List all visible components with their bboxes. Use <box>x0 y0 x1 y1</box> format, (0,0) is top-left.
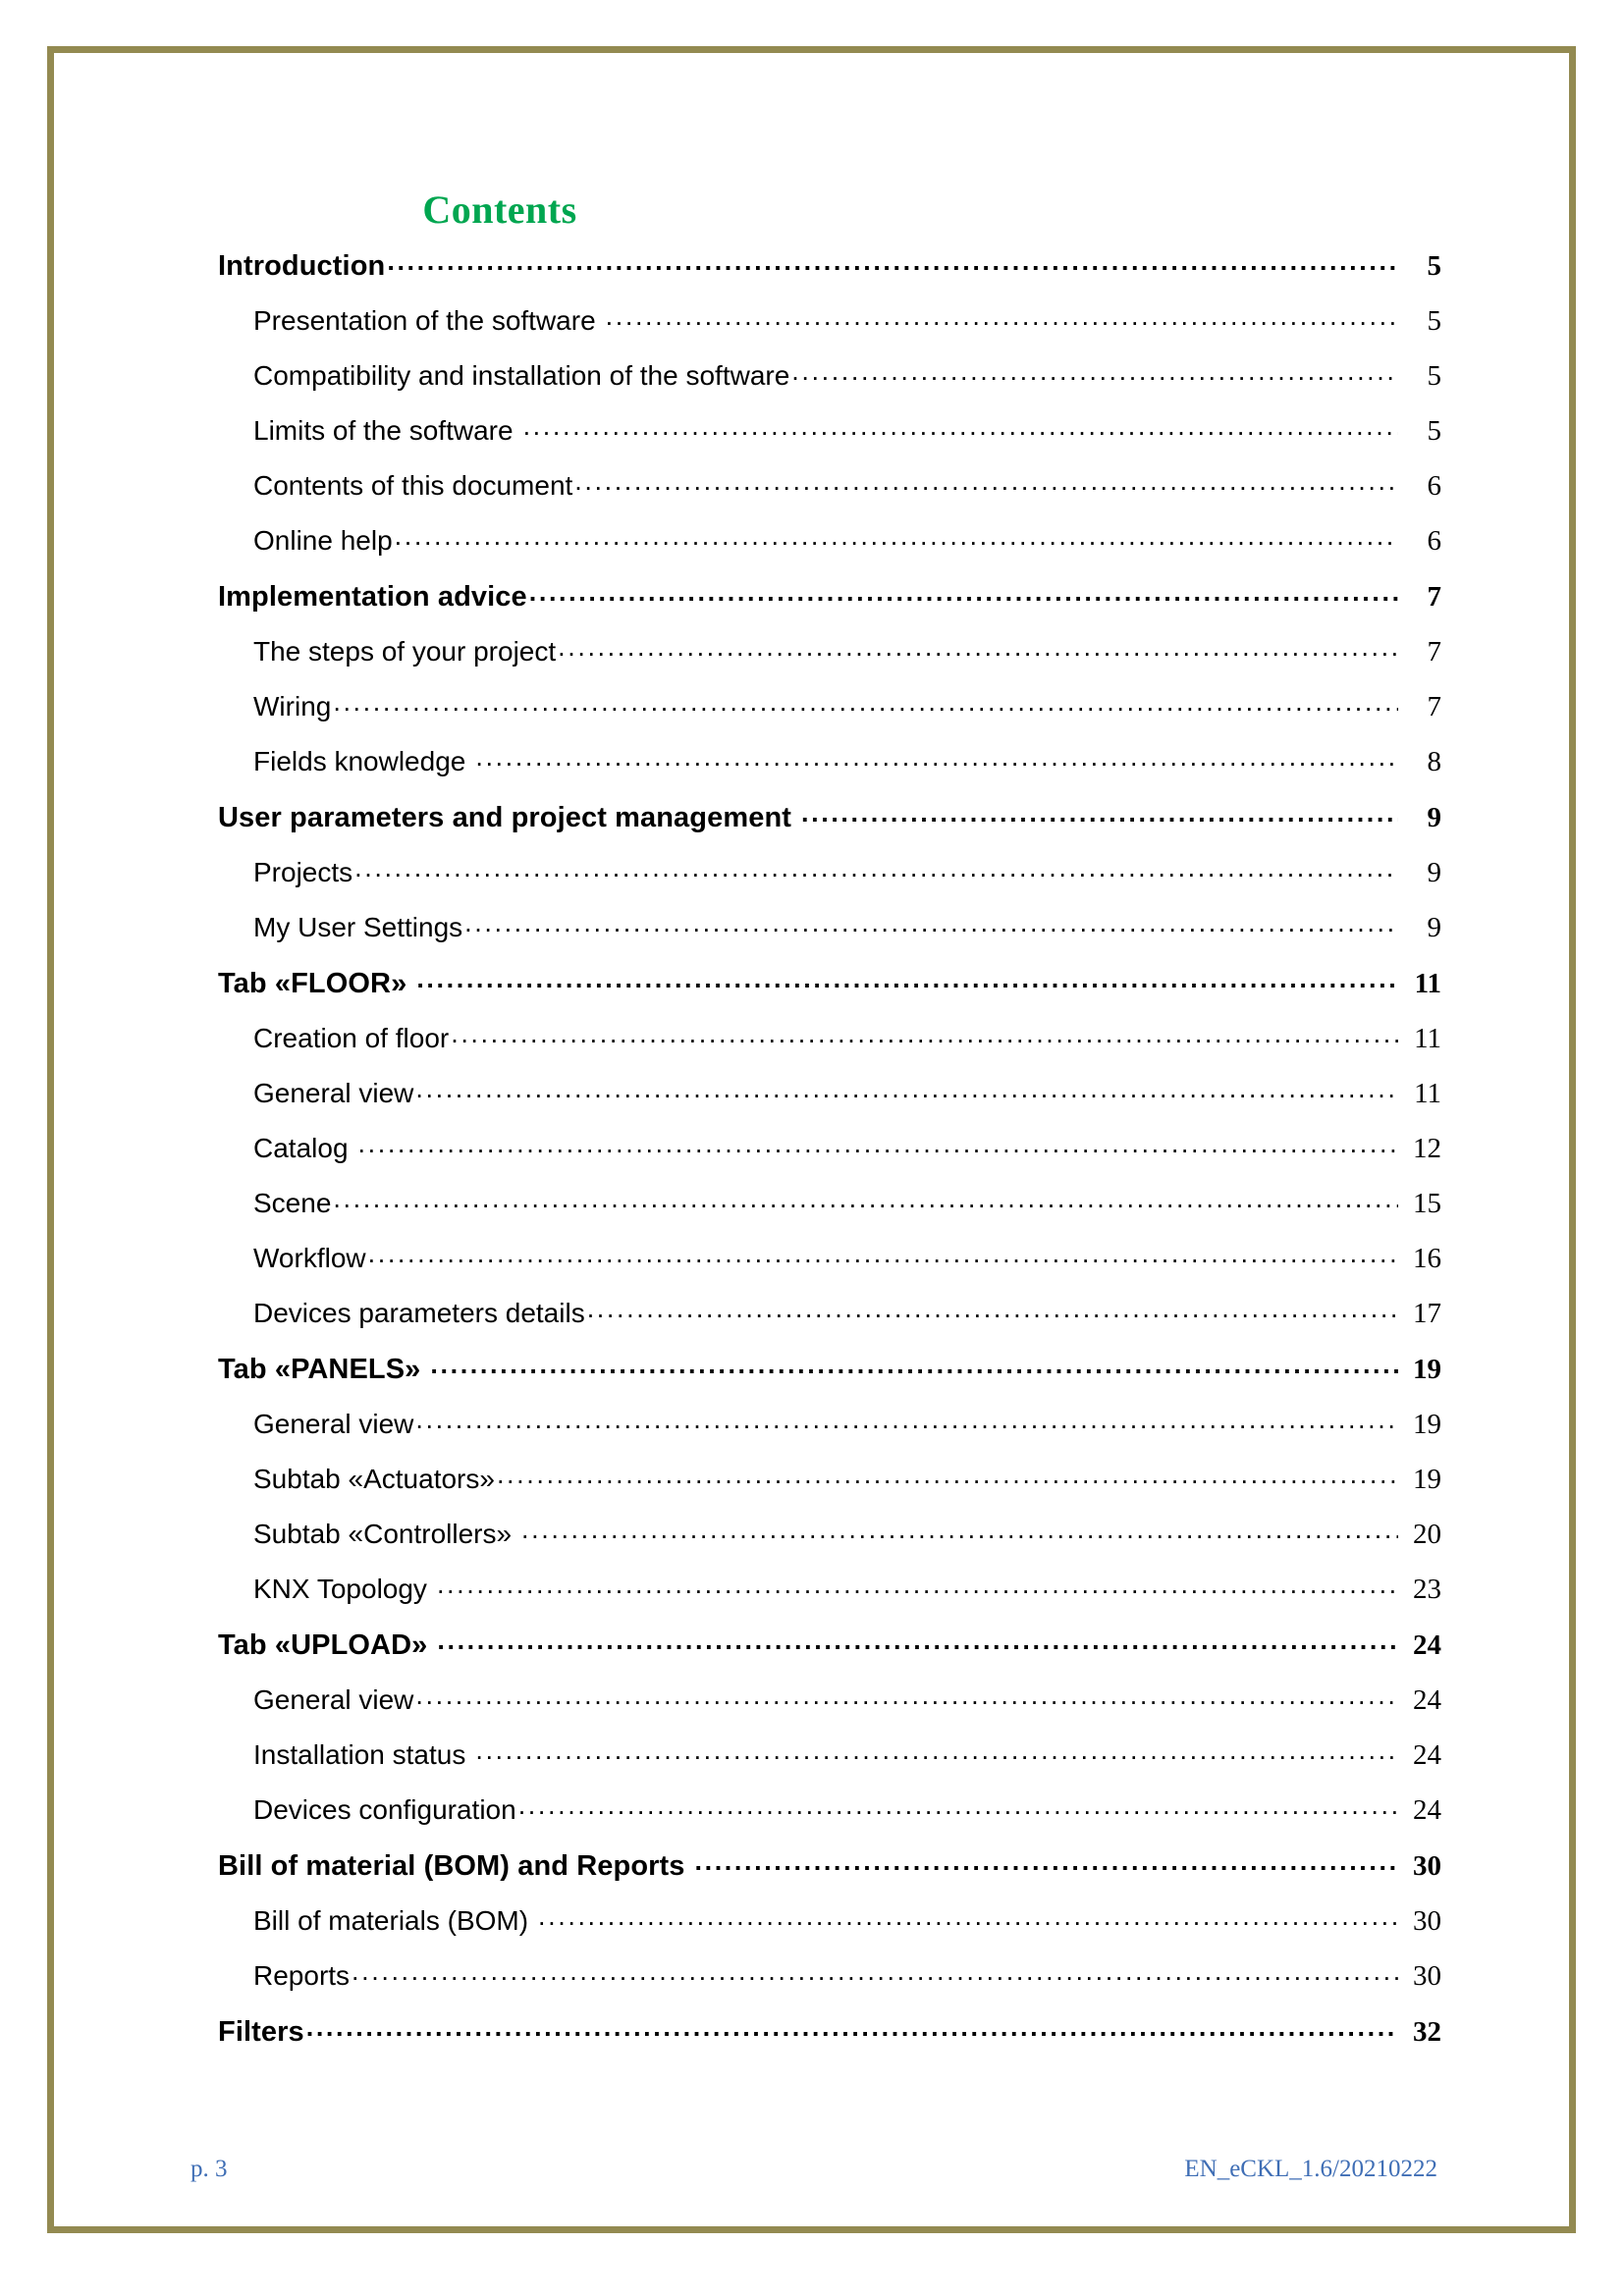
toc-dot-leader <box>606 302 1398 330</box>
toc-entry-page-number: 15 <box>1413 1188 1441 1219</box>
toc-entry-page-number: 30 <box>1413 1960 1441 1992</box>
toc-entry-label: General view <box>253 1409 414 1439</box>
toc-dot-leader <box>558 633 1398 661</box>
toc-entry-page-number: 7 <box>1427 581 1441 613</box>
toc-entry-label: Tab «FLOOR» <box>218 968 407 999</box>
toc-dot-leader <box>695 1846 1399 1875</box>
toc-dot-leader <box>518 1791 1398 1819</box>
toc-entry[interactable] <box>253 412 1441 448</box>
toc-entry-label: Devices parameters details <box>253 1298 585 1328</box>
toc-entry[interactable] <box>253 909 1441 944</box>
toc-entry-label: Catalog <box>253 1133 349 1163</box>
toc-entry[interactable] <box>218 1626 1441 1662</box>
toc-entry[interactable] <box>218 798 1441 834</box>
toc-entry-label: KNX Topology <box>253 1574 427 1604</box>
toc-entry-label: General view <box>253 1684 414 1715</box>
toc-dot-leader <box>437 1626 1398 1654</box>
toc-dot-leader <box>333 688 1398 716</box>
toc-entry-label: Introduction <box>218 250 386 282</box>
toc-entry-label: The steps of your project <box>253 636 557 667</box>
toc-entry[interactable] <box>218 964 1441 1000</box>
toc-dot-leader <box>430 1350 1398 1378</box>
toc-dot-leader <box>333 1185 1398 1212</box>
toc-entry[interactable] <box>253 1075 1441 1110</box>
toc-entry-page-number: 24 <box>1413 1629 1441 1661</box>
toc-dot-leader <box>368 1240 1398 1267</box>
toc-entry-label: Implementation advice <box>218 581 527 613</box>
toc-entry[interactable] <box>253 1020 1441 1055</box>
toc-entry[interactable] <box>253 743 1441 778</box>
toc-dot-leader <box>451 1020 1398 1047</box>
toc-entry[interactable] <box>253 1571 1441 1606</box>
toc-dot-leader <box>387 246 1398 275</box>
toc-entry-label: Fields knowledge <box>253 746 466 776</box>
toc-dot-leader <box>306 2012 1398 2041</box>
toc-entry-label: Subtab «Controllers» <box>253 1519 513 1549</box>
toc-entry[interactable] <box>218 2012 1441 2049</box>
toc-dot-leader <box>464 909 1398 936</box>
toc-entry[interactable] <box>253 688 1441 723</box>
toc-entry-label: Workflow <box>253 1243 366 1273</box>
toc-entry-page-number: 19 <box>1413 1409 1441 1440</box>
toc-entry-page-number: 5 <box>1427 305 1441 337</box>
toc-entry[interactable] <box>253 1240 1441 1275</box>
toc-dot-leader <box>354 854 1398 881</box>
toc-dot-leader <box>415 1406 1398 1433</box>
footer-document-reference: EN_eCKL_1.6/20210222 <box>1184 2156 1437 2182</box>
toc-entry-page-number: 7 <box>1427 636 1441 667</box>
toc-entry-page-number: 5 <box>1427 250 1441 282</box>
toc-entry-page-number: 19 <box>1413 1354 1441 1385</box>
toc-entry-label: Wiring <box>253 691 332 721</box>
footer-page-number: p. 3 <box>190 2156 228 2182</box>
toc-entry[interactable] <box>253 1902 1441 1938</box>
toc-entry-page-number: 9 <box>1427 802 1441 833</box>
toc-entry[interactable] <box>253 633 1441 668</box>
toc-dot-leader <box>791 357 1398 385</box>
toc-entry-page-number: 11 <box>1414 968 1441 999</box>
toc-entry[interactable] <box>253 854 1441 889</box>
toc-dot-leader <box>416 964 1398 992</box>
toc-entry-page-number: 11 <box>1414 1023 1441 1054</box>
toc-entry-page-number: 16 <box>1413 1243 1441 1274</box>
toc-entry-page-number: 24 <box>1413 1739 1441 1771</box>
toc-entry[interactable] <box>218 577 1441 614</box>
toc-dot-leader <box>395 522 1398 550</box>
toc-dot-leader <box>475 1736 1398 1764</box>
toc-entry-page-number: 32 <box>1413 2016 1441 2048</box>
toc-dot-leader <box>415 1682 1398 1709</box>
toc-entry-page-number: 20 <box>1413 1519 1441 1550</box>
toc-entry-page-number: 12 <box>1413 1133 1441 1164</box>
toc-entry-page-number: 11 <box>1414 1078 1441 1109</box>
toc-entry-label: Projects <box>253 857 353 887</box>
toc-entry-label: Tab «UPLOAD» <box>218 1629 428 1661</box>
toc-entry-label: Reports <box>253 1960 351 1991</box>
toc-entry[interactable] <box>218 246 1441 283</box>
toc-entry-label: Filters <box>218 2016 304 2048</box>
toc-entry-label: General view <box>253 1078 414 1108</box>
toc-entry-page-number: 8 <box>1427 746 1441 777</box>
toc-dot-leader <box>358 1130 1398 1157</box>
toc-entry[interactable] <box>218 1846 1441 1883</box>
toc-entry[interactable] <box>253 1295 1441 1330</box>
toc-entry-label: Scene <box>253 1188 332 1218</box>
toc-entry[interactable] <box>253 1461 1441 1496</box>
toc-entry-label: Contents of this document <box>253 470 573 501</box>
toc-entry[interactable] <box>253 1791 1441 1827</box>
toc-entry[interactable] <box>253 357 1441 393</box>
toc-entry-label: Bill of material (BOM) and Reports <box>218 1850 685 1882</box>
toc-entry-label: Installation status <box>253 1739 466 1770</box>
toc-dot-leader <box>352 1957 1398 1985</box>
toc-entry-page-number: 24 <box>1413 1684 1441 1716</box>
toc-entry-page-number: 30 <box>1413 1905 1441 1937</box>
toc-entry[interactable] <box>253 1516 1441 1551</box>
toc-entry-page-number: 23 <box>1413 1574 1441 1605</box>
toc-entry-label: Bill of materials (BOM) <box>253 1905 529 1936</box>
toc-entry[interactable] <box>253 1130 1441 1165</box>
table-of-contents <box>218 187 1441 2052</box>
toc-dot-leader <box>521 1516 1398 1543</box>
toc-dot-leader <box>801 798 1398 827</box>
toc-entry-label: Limits of the software <box>253 415 514 446</box>
toc-entry-page-number: 9 <box>1427 912 1441 943</box>
toc-entry-page-number: 7 <box>1427 691 1441 722</box>
toc-entry-page-number: 24 <box>1413 1794 1441 1826</box>
toc-entry[interactable] <box>253 467 1441 503</box>
page-footer <box>0 2156 1624 2205</box>
toc-entry-list <box>218 246 1441 2049</box>
toc-entry[interactable] <box>253 1682 1441 1717</box>
toc-entry-page-number: 6 <box>1427 525 1441 557</box>
toc-entry[interactable] <box>253 302 1441 338</box>
toc-dot-leader <box>574 467 1398 495</box>
toc-entry[interactable] <box>253 1957 1441 1993</box>
toc-entry-page-number: 30 <box>1413 1850 1441 1882</box>
toc-entry-label: My User Settings <box>253 912 463 942</box>
toc-entry-label: Presentation of the software <box>253 305 596 336</box>
toc-entry-label: Devices configuration <box>253 1794 516 1825</box>
toc-entry-label: Compatibility and installation of the software <box>253 360 790 391</box>
toc-entry-label: Online help <box>253 525 393 556</box>
toc-entry-page-number: 19 <box>1413 1464 1441 1495</box>
toc-entry-label: User parameters and project management <box>218 802 792 833</box>
toc-dot-leader <box>523 412 1398 440</box>
toc-entry[interactable] <box>253 1736 1441 1772</box>
toc-entry[interactable] <box>218 1350 1441 1386</box>
toc-entry-page-number: 17 <box>1413 1298 1441 1329</box>
page-title: Contents <box>422 187 577 232</box>
toc-entry-page-number: 6 <box>1427 470 1441 502</box>
toc-dot-leader <box>497 1461 1398 1488</box>
toc-entry[interactable] <box>253 1185 1441 1220</box>
toc-entry-page-number: 9 <box>1427 857 1441 888</box>
toc-dot-leader <box>538 1902 1398 1930</box>
toc-dot-leader <box>437 1571 1398 1598</box>
toc-dot-leader <box>587 1295 1398 1322</box>
toc-dot-leader <box>529 577 1398 606</box>
toc-dot-leader <box>415 1075 1398 1102</box>
toc-entry[interactable] <box>253 1406 1441 1441</box>
toc-entry-label: Subtab «Actuators» <box>253 1464 495 1494</box>
toc-entry-label: Creation of floor <box>253 1023 450 1053</box>
toc-dot-leader <box>475 743 1398 771</box>
toc-entry-page-number: 5 <box>1427 415 1441 447</box>
toc-entry[interactable] <box>253 522 1441 558</box>
toc-entry-label: Tab «PANELS» <box>218 1354 421 1385</box>
toc-entry-page-number: 5 <box>1427 360 1441 392</box>
